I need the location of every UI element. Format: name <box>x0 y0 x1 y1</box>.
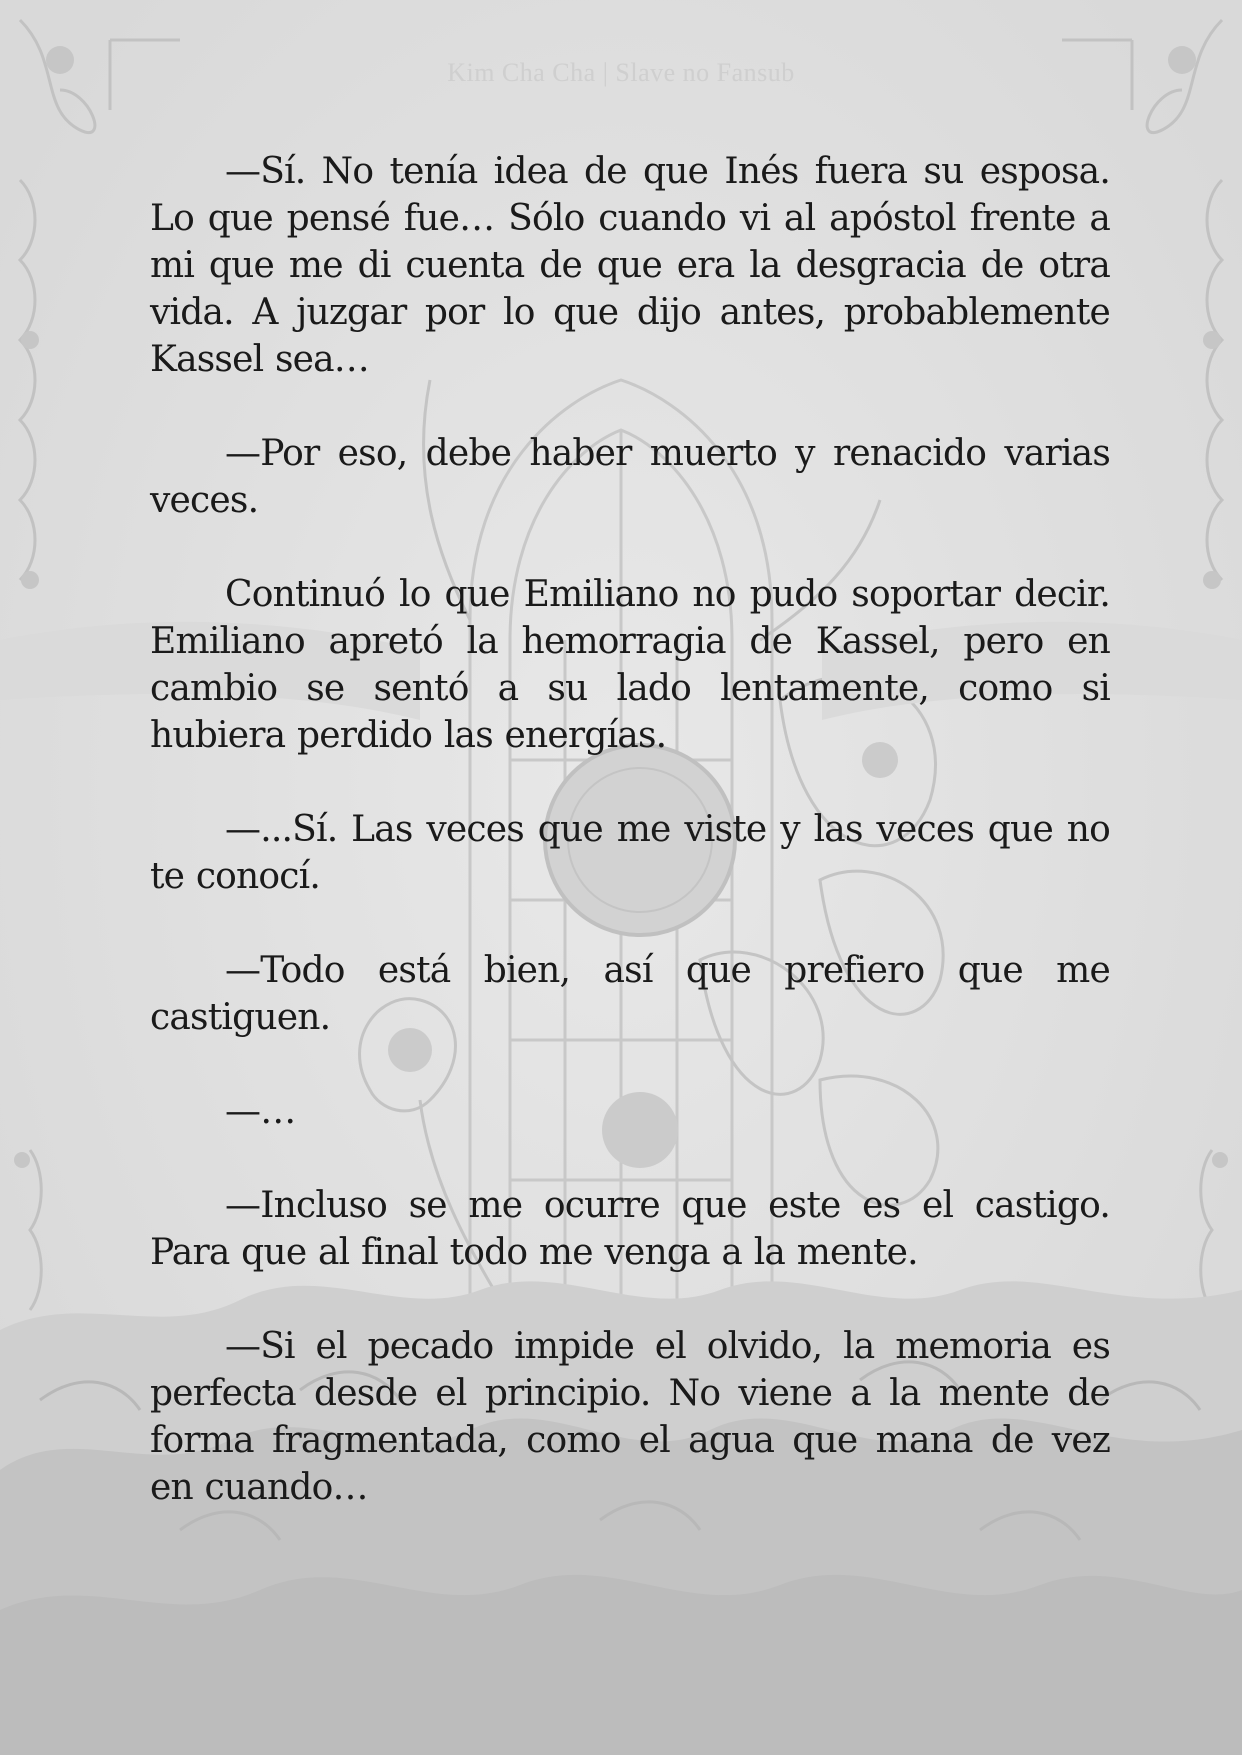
paragraph: —Todo está bien, así que prefiero que me castiguen. <box>150 950 1110 1038</box>
watermark-credit: Kim Cha Cha | Slave no Fansub <box>447 58 795 87</box>
paragraph: Continuó lo que Emiliano no pudo soportar decir. Emiliano apretó la hemorragia de Kassel, pero en cambio se sentó a su lado lentamente, como si hubiera perdido las energías. <box>150 574 1110 756</box>
story-text <box>150 148 1110 1558</box>
paragraph: —...Sí. Las veces que me viste y las veces que no te conocí. <box>150 809 1110 897</box>
paragraph: —Incluso se me ocurre que este es el castigo. Para que al final todo me venga a la mente. <box>150 1185 1110 1273</box>
paragraph: —Por eso, debe haber muerto y renacido varias veces. <box>150 433 1110 521</box>
paragraph: —Sí. No tenía idea de que Inés fuera su esposa. Lo que pensé fue… Sólo cuando vi al apóstol frente a mi que me di cuenta de que era la desgracia de otra vida. A juzgar por lo que dijo antes, probablemente Kassel sea… <box>150 151 1110 380</box>
paragraph: —Si el pecado impide el olvido, la memoria es perfecta desde el principio. No viene a la mente de forma fragmentada, como el agua que mana de vez en cuando… <box>150 1326 1110 1508</box>
paragraph: —… <box>225 1091 296 1132</box>
